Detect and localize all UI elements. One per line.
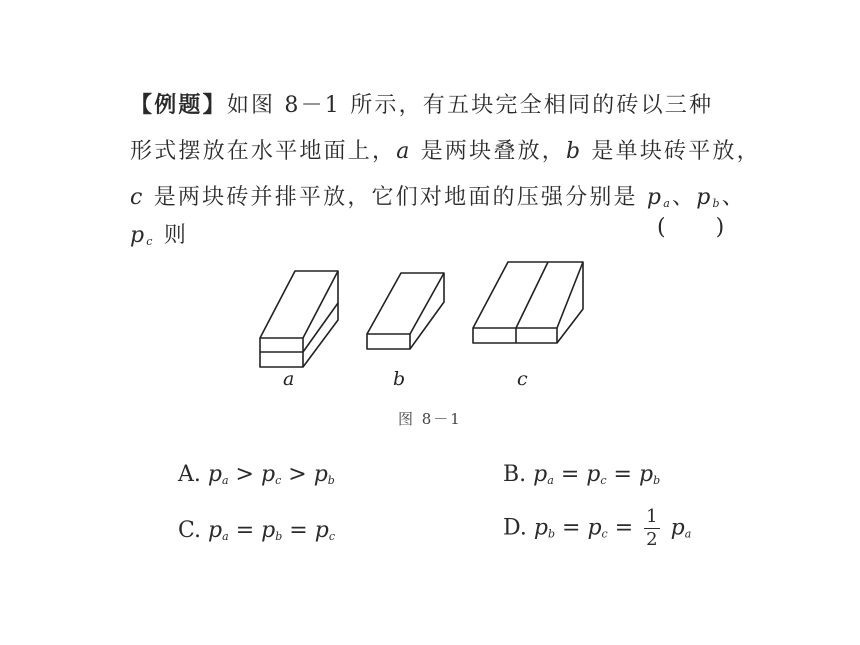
- brick-single-b: [367, 273, 444, 349]
- figure-label-b: b: [393, 368, 406, 390]
- question-line-2: 形式摆放在水平地面上，a 是两块叠放，b 是单块砖平放，: [130, 139, 761, 164]
- figure-label-a: a: [283, 368, 295, 390]
- question-line-3: c 是两块砖并排平放，它们对地面的压强分别是 $p_a$、$p_b$、: [130, 185, 746, 210]
- example-tag: 【例题】: [130, 92, 227, 118]
- option-b[interactable]: B. $p_a = p_c = p_b$: [503, 462, 661, 487]
- brick-stack-a: [260, 271, 338, 367]
- question-line-4: $p_c$ 则: [130, 223, 189, 248]
- option-a[interactable]: A. $p_a > p_c > p_b$: [178, 462, 335, 487]
- answer-parentheses: ( ): [657, 215, 727, 240]
- option-c[interactable]: C. $p_a = p_b = p_c$: [178, 518, 335, 543]
- fraction-one-half: $\frac{1}{2}$: [646, 506, 658, 550]
- figure-label-c: c: [517, 368, 528, 390]
- option-d[interactable]: D. $p_b = p_c$ = $\frac{1}{2}$ $p_a$: [503, 506, 692, 550]
- brick-pair-c: [473, 262, 583, 343]
- figure-caption: 图 8－1: [398, 410, 462, 428]
- question-line-1: 【例题】如图 8－1 所示，有五块完全相同的砖以三种: [130, 92, 714, 118]
